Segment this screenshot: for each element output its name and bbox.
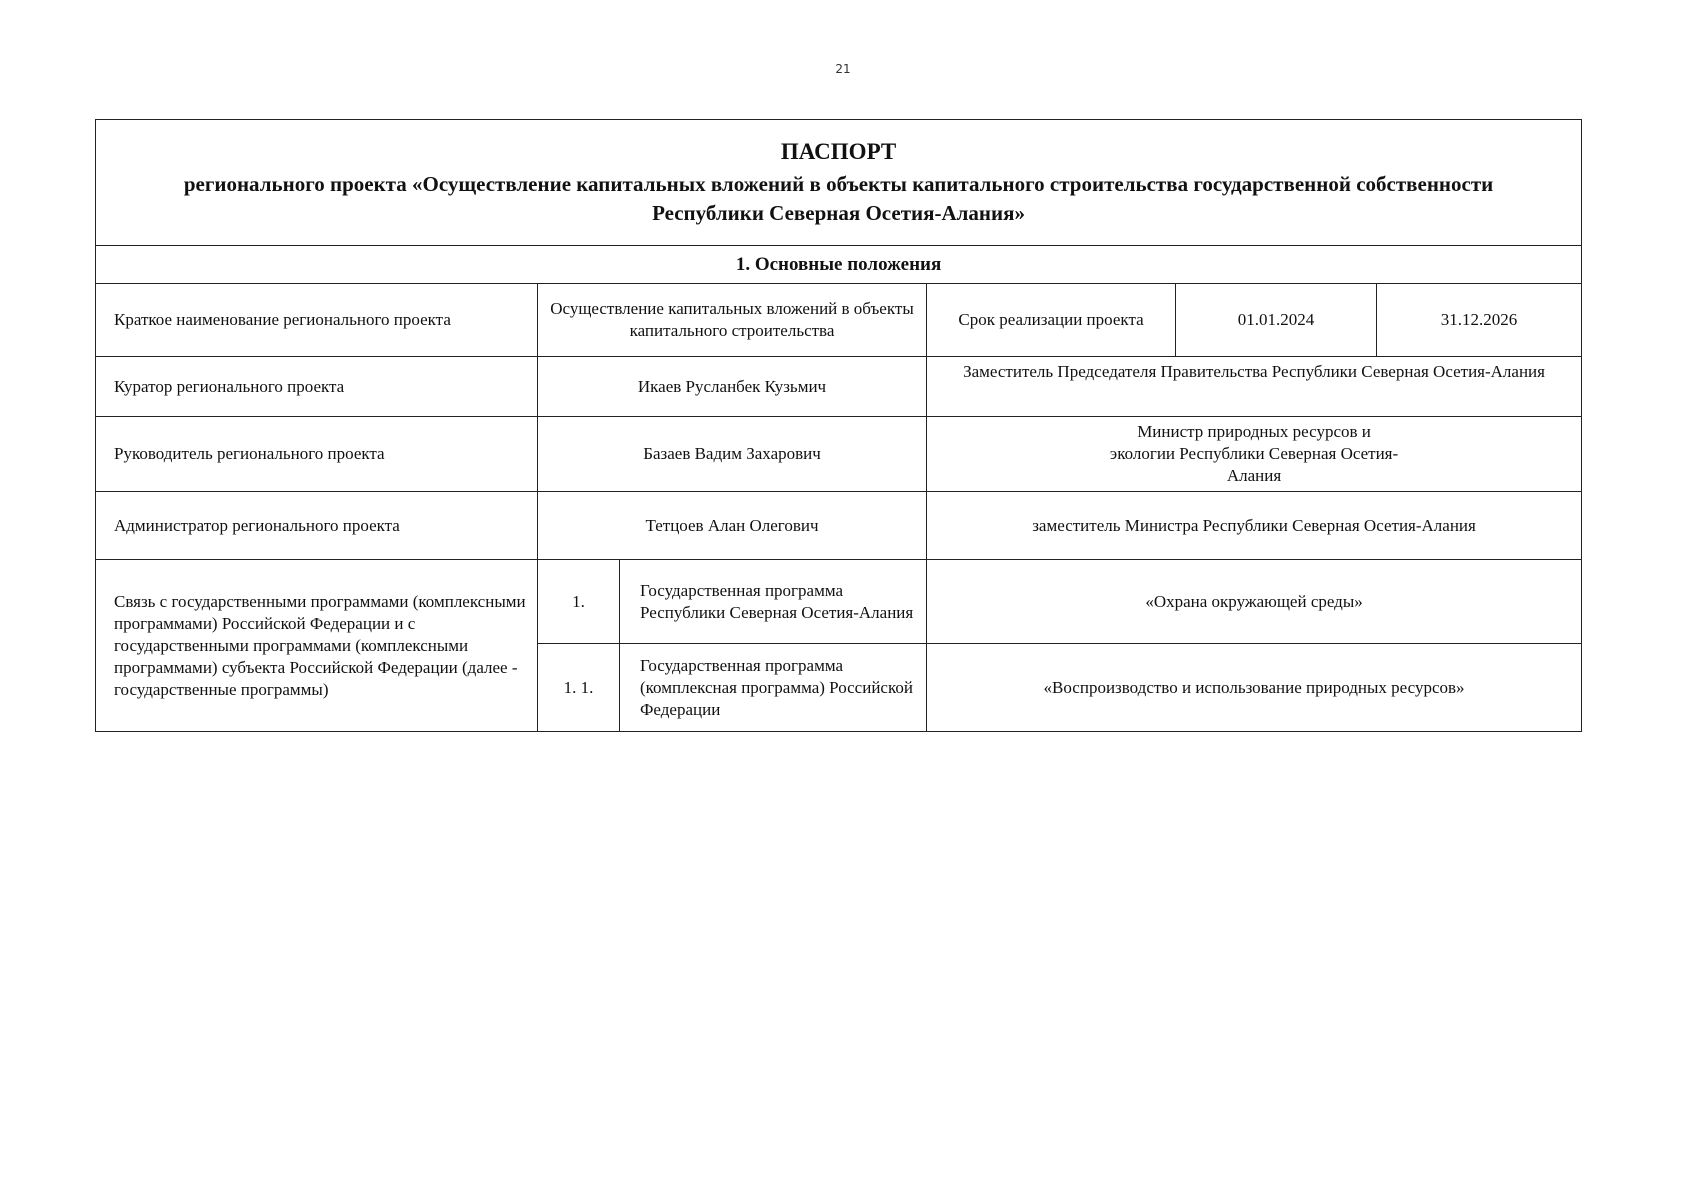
table-row-curator [96, 357, 1582, 417]
title-row [96, 120, 1582, 246]
head-label: Руководитель регионального проекта [96, 417, 538, 492]
end-date: 31.12.2026 [1377, 284, 1582, 357]
head-name: Базаев Вадим Захарович [538, 417, 927, 492]
table-row-administrator [96, 492, 1582, 560]
program-2-name: «Воспроизводство и использование природных ресурсов» [927, 644, 1582, 732]
section-title: 1. Основные положения [96, 246, 1582, 284]
table-row-short-name [96, 284, 1582, 357]
administrator-label: Администратор регионального проекта [96, 492, 538, 560]
program-1-type: Государственная программа Республики Северная Осетия-Алания [620, 560, 927, 644]
table-row-head [96, 417, 1582, 492]
head-position: Министр природных ресурсов и экологии Республики Северная Осетия-Алания [927, 417, 1582, 492]
curator-position: Заместитель Председателя Правительства Республики Северная Осетия-Алания [927, 357, 1582, 417]
program-2-number: 1. 1. [538, 644, 620, 732]
start-date: 01.01.2024 [1176, 284, 1377, 357]
curator-name: Икаев Русланбек Кузьмич [538, 357, 927, 417]
administrator-name: Тетцоев Алан Олегович [538, 492, 927, 560]
document-title-block [96, 120, 1582, 246]
table-row-program-1 [96, 560, 1582, 644]
programs-label: Связь с государственными программами (комплексными программами) Российской Федерации и с государственными программами (комплексными программами) субъекта Российской Федерации (далее - государственные программы) [96, 560, 538, 732]
section-row [96, 246, 1582, 284]
administrator-position: заместитель Министра Республики Северная Осетия-Алания [927, 492, 1582, 560]
document-subtitle: регионального проекта «Осуществление капитальных вложений в объекты капитального строительства государственной собственности Республики Северная Осетия-Алания» [183, 172, 1494, 225]
page-number: 21 [835, 62, 851, 76]
program-1-name: «Охрана окружающей среды» [927, 560, 1582, 644]
period-label: Срок реализации проекта [927, 284, 1176, 357]
document-title: ПАСПОРТ [780, 139, 897, 164]
short-name-value: Осуществление капитальных вложений в объекты капитального строительства [538, 284, 927, 357]
program-2-type: Государственная программа (комплексная программа) Российской Федерации [620, 644, 927, 732]
passport-table [95, 119, 1582, 732]
curator-label: Куратор регионального проекта [96, 357, 538, 417]
program-1-number: 1. [538, 560, 620, 644]
short-name-label: Краткое наименование регионального проекта [96, 284, 538, 357]
